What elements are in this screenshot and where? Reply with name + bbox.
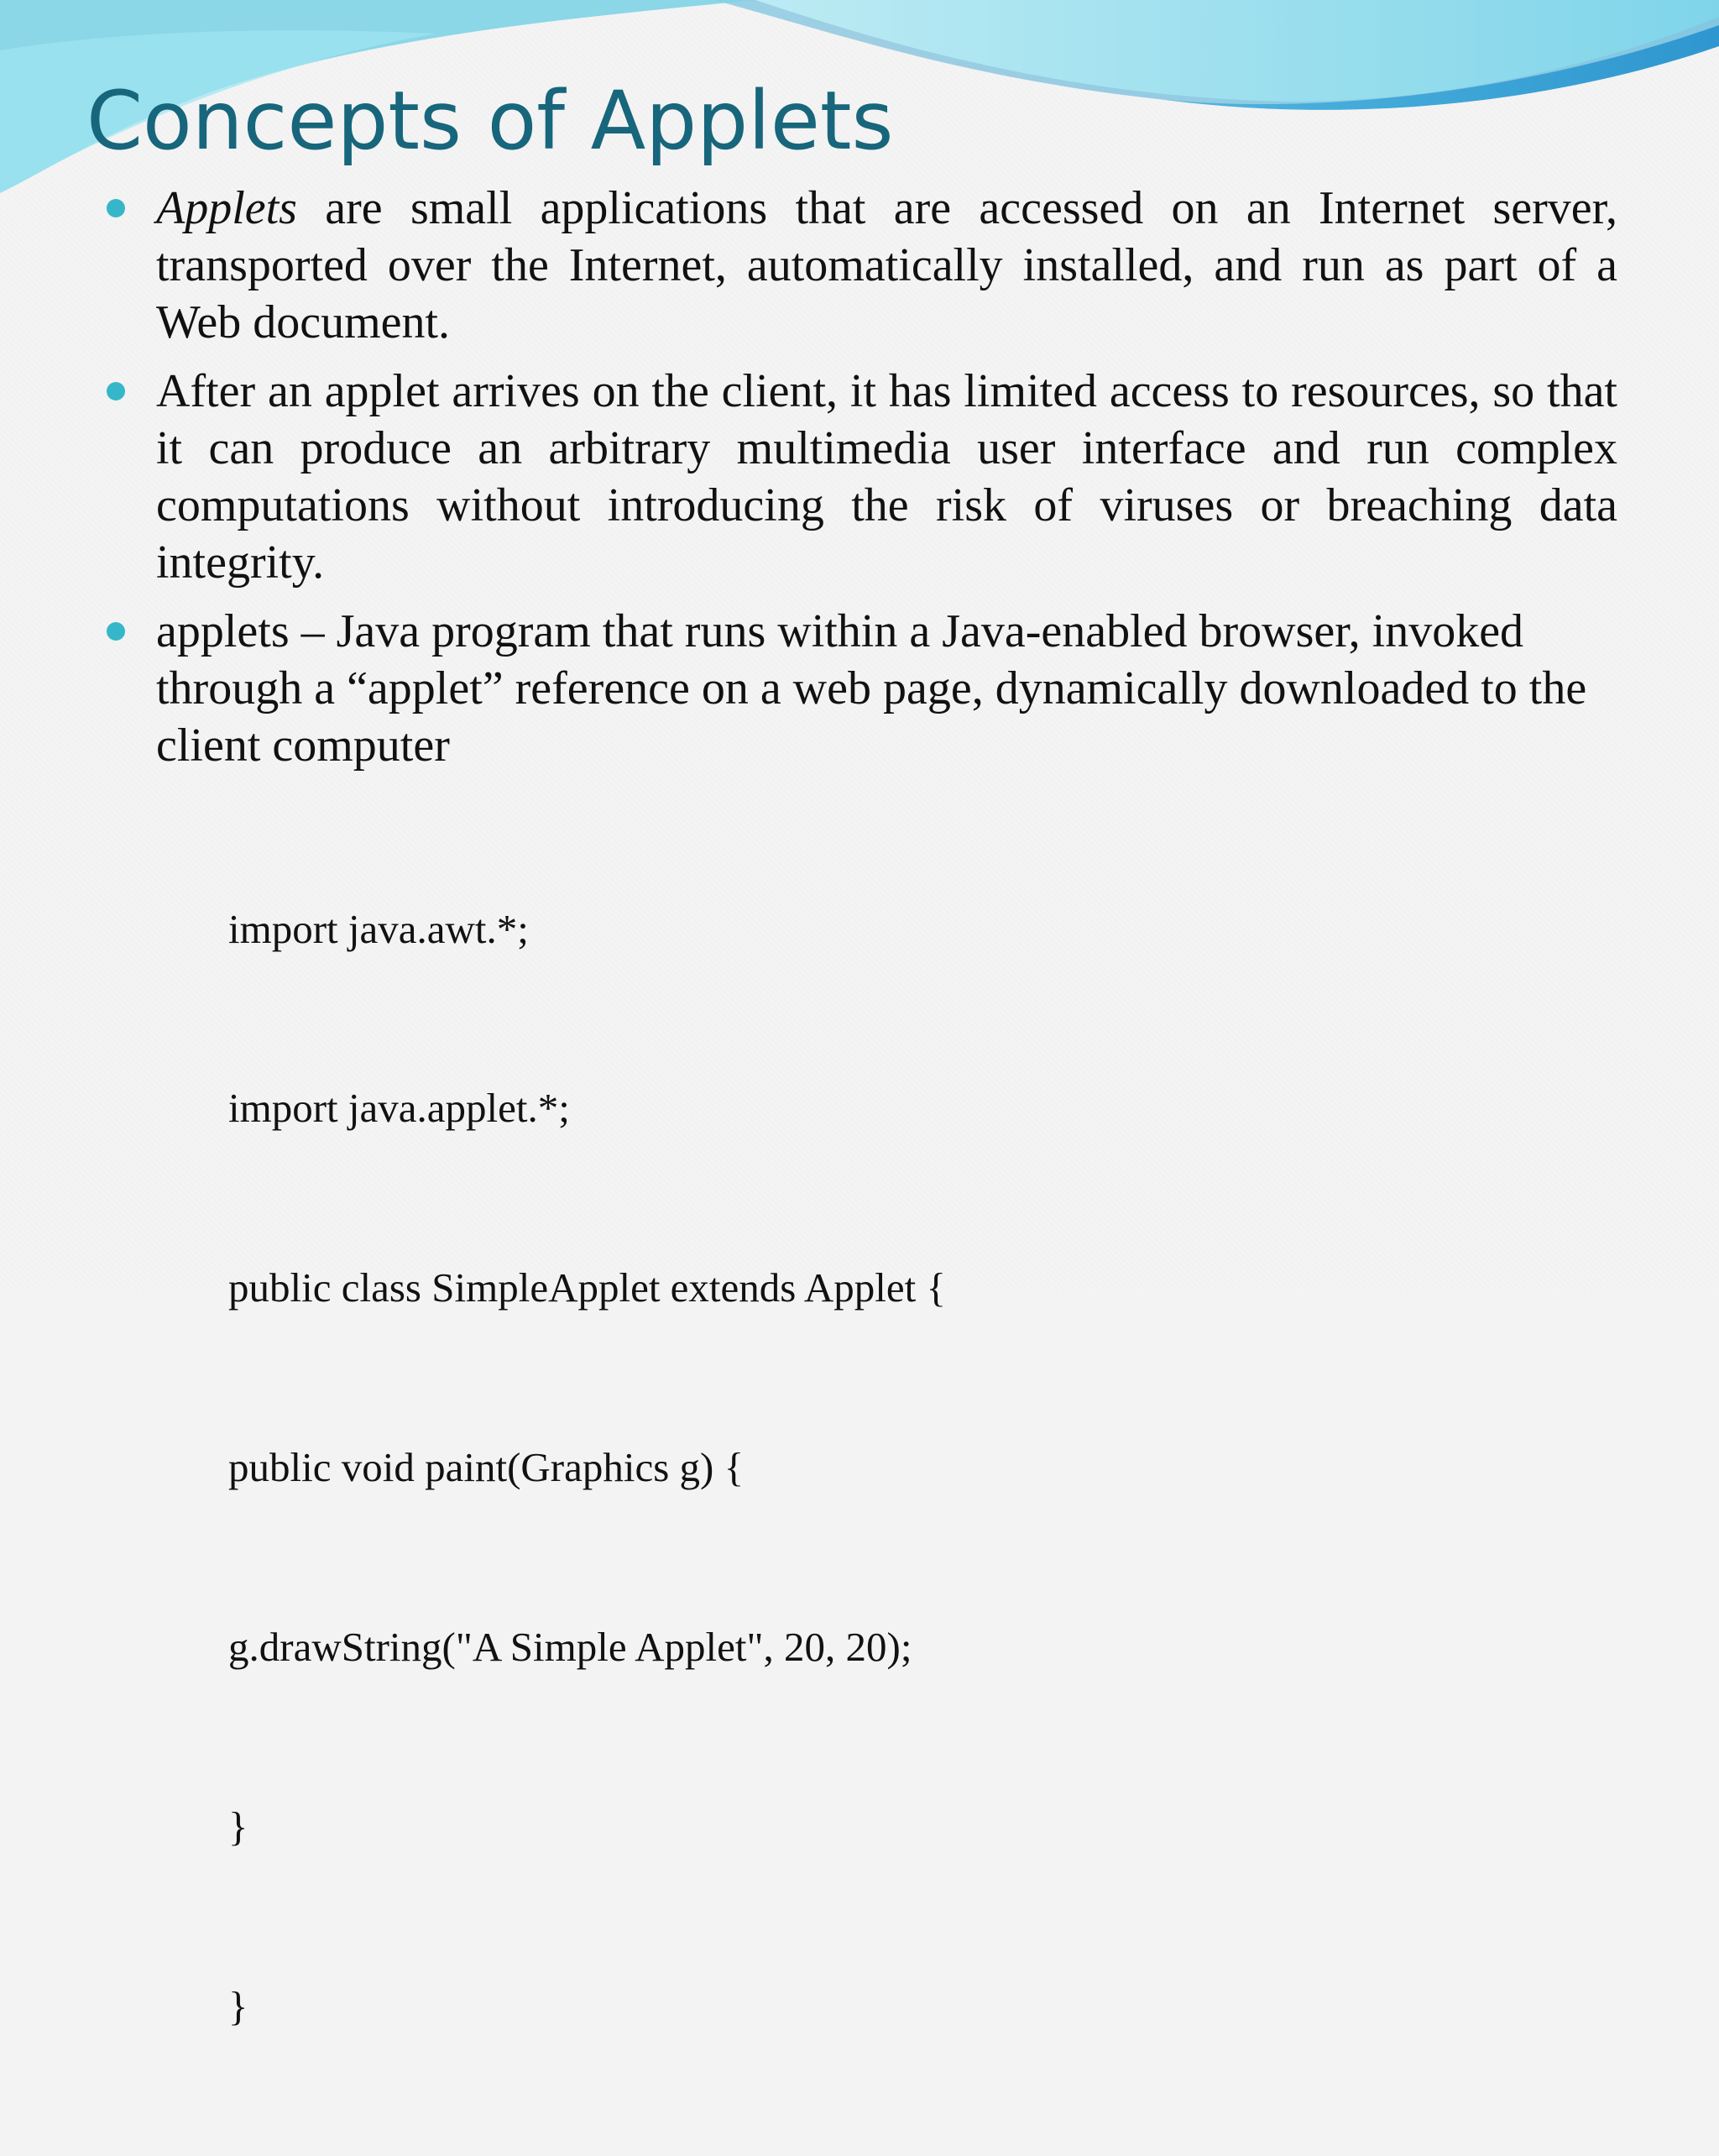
slide-title: Concepts of Applets bbox=[86, 74, 894, 168]
bullet-text: applets – Java program that runs within a Java-enabled browser, invoked through a “applet” reference on a web page, dynamically downloaded to the client computer bbox=[156, 605, 1587, 772]
bullet-dot-icon bbox=[107, 622, 125, 641]
bullet-dot-icon bbox=[107, 382, 125, 400]
code-sample bbox=[228, 779, 946, 2156]
code-line: import java.applet.*; bbox=[228, 1085, 570, 1132]
bullet-item-applet-access bbox=[107, 363, 1617, 591]
bullet-list bbox=[107, 180, 1617, 786]
code-line: g.drawString("A Simple Applet", 20, 20); bbox=[228, 1624, 912, 1671]
code-line: public class SimpleApplet extends Applet { bbox=[228, 1264, 947, 1311]
bullet-lead-term: Applets bbox=[156, 182, 297, 234]
bullet-item-applet-java-program bbox=[107, 603, 1617, 774]
code-line: import java.awt.*; bbox=[228, 905, 529, 952]
code-line: } bbox=[228, 1982, 248, 2029]
bullet-text: After an applet arrives on the client, it has limited access to resources, so that it can produce an arbitrary multimedia user interface and run complex computations without introducing the risk of viruses or breaching data integrity. bbox=[156, 365, 1617, 589]
code-line: } bbox=[228, 1803, 248, 1850]
bullet-item-applets-definition bbox=[107, 180, 1617, 351]
bullet-text: are small applications that are accessed on an Internet server, transported over the Internet, automatically installed, and run as part of a Web document. bbox=[156, 182, 1617, 348]
bullet-dot-icon bbox=[107, 199, 125, 217]
code-line: public void paint(Graphics g) { bbox=[228, 1444, 745, 1491]
